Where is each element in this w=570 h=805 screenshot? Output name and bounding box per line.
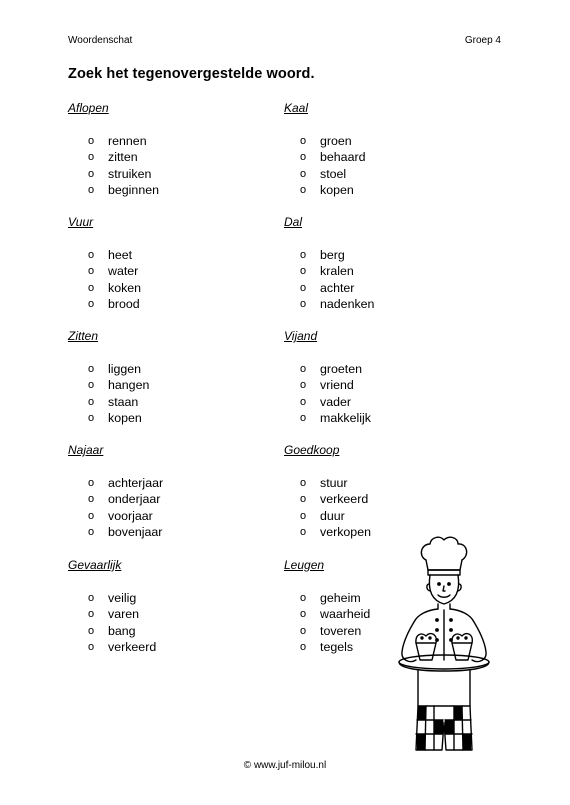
option-label: beginnen — [108, 182, 159, 197]
option-bullet: o — [300, 297, 307, 310]
option-label: groeten — [320, 362, 363, 376]
option-item[interactable] — [88, 639, 288, 655]
option-bullet: o — [88, 281, 95, 294]
option-bullet: o — [300, 411, 307, 424]
option-bullet: o — [300, 265, 307, 278]
chef-illustration — [388, 530, 502, 752]
option-label: berg — [320, 248, 345, 262]
option-label: makkelijk — [320, 410, 371, 425]
word-group-6 — [284, 328, 484, 426]
option-item[interactable] — [88, 394, 288, 410]
option-item[interactable] — [300, 361, 500, 377]
option-label: vriend — [320, 378, 354, 393]
word-group-7 — [68, 442, 268, 540]
word-group-8 — [284, 442, 484, 540]
option-label: kopen — [320, 182, 354, 197]
word-group-5 — [68, 328, 268, 426]
worksheet-title: Zoek het tegenovergestelde woord. — [68, 66, 315, 82]
option-list — [68, 475, 268, 540]
option-item[interactable] — [300, 149, 500, 165]
option-item[interactable] — [300, 296, 500, 312]
option-label: waarheid — [320, 607, 371, 622]
option-item[interactable] — [300, 182, 500, 198]
option-item[interactable] — [88, 296, 288, 312]
option-label: staan — [108, 394, 139, 409]
option-bullet: o — [88, 509, 95, 522]
option-item[interactable] — [88, 280, 288, 296]
option-bullet: o — [300, 624, 307, 637]
option-item[interactable] — [88, 263, 288, 279]
option-label: stuur — [320, 476, 348, 490]
option-bullet: o — [300, 509, 307, 522]
option-label: verkeerd — [320, 492, 369, 507]
option-label: behaard — [320, 150, 366, 165]
option-bullet: o — [88, 167, 95, 180]
option-bullet: o — [88, 395, 95, 408]
option-label: kralen — [320, 264, 354, 279]
option-item[interactable] — [300, 133, 500, 149]
option-label: duur — [320, 508, 345, 523]
option-bullet: o — [300, 183, 307, 196]
option-bullet: o — [300, 151, 307, 164]
option-label: toveren — [320, 623, 362, 638]
group-heading: Aflopen — [68, 101, 109, 115]
option-item[interactable] — [88, 377, 288, 393]
option-item[interactable] — [88, 590, 288, 606]
option-item[interactable] — [300, 166, 500, 182]
option-item[interactable] — [300, 377, 500, 393]
option-item[interactable] — [300, 247, 500, 263]
option-bullet: o — [300, 281, 307, 294]
option-item[interactable] — [88, 149, 288, 165]
option-list — [68, 247, 268, 312]
option-bullet: o — [300, 249, 307, 261]
option-bullet: o — [88, 265, 95, 278]
option-list — [284, 247, 484, 312]
option-label: onderjaar — [108, 492, 161, 507]
option-label: groen — [320, 134, 352, 148]
word-group-9 — [68, 557, 268, 655]
header-subject: Woordenschat — [68, 35, 133, 46]
option-bullet: o — [88, 151, 95, 164]
group-heading: Gevaarlijk — [68, 558, 122, 572]
option-label: koken — [108, 280, 142, 295]
option-item[interactable] — [88, 361, 288, 377]
option-item[interactable] — [88, 166, 288, 182]
option-list — [68, 590, 268, 655]
chef-head — [427, 575, 461, 609]
option-bullet: o — [300, 592, 307, 604]
group-heading: Dal — [284, 215, 303, 229]
option-bullet: o — [300, 477, 307, 489]
copyright-footer: © www.juf-milou.nl — [243, 760, 327, 771]
option-label: verkopen — [320, 524, 371, 539]
option-label: voorjaar — [108, 508, 153, 523]
option-bullet: o — [300, 608, 307, 621]
group-heading: Kaal — [284, 101, 309, 115]
option-bullet: o — [300, 395, 307, 408]
word-group-3 — [68, 214, 268, 312]
option-item[interactable] — [88, 508, 288, 524]
option-bullet: o — [88, 525, 95, 538]
option-item[interactable] — [88, 247, 288, 263]
option-bullet: o — [88, 493, 95, 506]
option-label: achterjaar — [108, 476, 164, 490]
option-list — [68, 361, 268, 426]
option-label: verkeerd — [108, 639, 157, 654]
option-label: liggen — [108, 362, 142, 376]
option-item[interactable] — [88, 133, 288, 149]
option-item[interactable] — [88, 623, 288, 639]
option-label: stoel — [320, 166, 347, 181]
option-bullet: o — [88, 183, 95, 196]
option-label: varen — [108, 607, 139, 622]
chef-body — [402, 609, 486, 706]
option-label: tegels — [320, 639, 354, 654]
option-item[interactable] — [300, 394, 500, 410]
option-label: struiken — [108, 166, 152, 181]
word-group-2 — [284, 100, 484, 198]
option-item[interactable] — [300, 491, 500, 507]
option-bullet: o — [300, 525, 307, 538]
option-label: rennen — [108, 134, 147, 148]
option-bullet: o — [88, 592, 95, 604]
group-heading: Vijand — [284, 329, 318, 343]
option-list — [284, 361, 484, 426]
option-bullet: o — [88, 135, 95, 147]
group-heading: Najaar — [68, 443, 104, 457]
option-bullet: o — [88, 411, 95, 424]
option-item[interactable] — [300, 280, 500, 296]
option-bullet: o — [88, 608, 95, 621]
option-item[interactable] — [88, 182, 288, 198]
option-bullet: o — [88, 363, 95, 375]
option-item[interactable] — [300, 263, 500, 279]
word-group-1 — [68, 100, 268, 198]
option-label: heet — [108, 248, 133, 262]
group-heading: Zitten — [68, 329, 99, 343]
option-label: geheim — [320, 591, 361, 605]
option-label: bang — [108, 623, 136, 638]
option-bullet: o — [300, 379, 307, 392]
option-item[interactable] — [300, 508, 500, 524]
option-label: nadenken — [320, 296, 375, 311]
option-bullet: o — [88, 249, 95, 261]
option-label: zitten — [108, 150, 138, 165]
option-label: veilig — [108, 591, 137, 605]
option-item[interactable] — [88, 606, 288, 622]
group-heading: Vuur — [68, 215, 94, 229]
option-bullet: o — [88, 477, 95, 489]
option-item[interactable] — [88, 524, 288, 540]
option-label: water — [108, 264, 139, 279]
header-grade: Groep 4 — [464, 35, 501, 46]
option-bullet: o — [88, 624, 95, 637]
option-bullet: o — [300, 135, 307, 147]
option-bullet: o — [300, 363, 307, 375]
group-heading: Leugen — [284, 558, 325, 572]
option-bullet: o — [300, 493, 307, 506]
option-list — [284, 133, 484, 198]
option-label: vader — [320, 394, 351, 409]
option-label: bovenjaar — [108, 524, 163, 539]
option-item[interactable] — [88, 410, 288, 426]
group-heading: Goedkoop — [284, 443, 340, 457]
option-item[interactable] — [88, 491, 288, 507]
word-group-4 — [284, 214, 484, 312]
chef-hat — [421, 537, 466, 575]
option-label: kopen — [108, 410, 142, 425]
option-bullet: o — [88, 297, 95, 310]
option-item[interactable] — [300, 475, 500, 491]
option-label: hangen — [108, 378, 150, 393]
option-bullet: o — [300, 640, 307, 653]
option-list — [68, 133, 268, 198]
checkered-trousers — [416, 706, 472, 750]
option-item[interactable] — [300, 410, 500, 426]
option-item[interactable] — [88, 475, 288, 491]
option-bullet: o — [88, 640, 95, 653]
option-label: achter — [320, 280, 355, 295]
option-bullet: o — [300, 167, 307, 180]
option-bullet: o — [88, 379, 95, 392]
option-label: brood — [108, 296, 140, 311]
